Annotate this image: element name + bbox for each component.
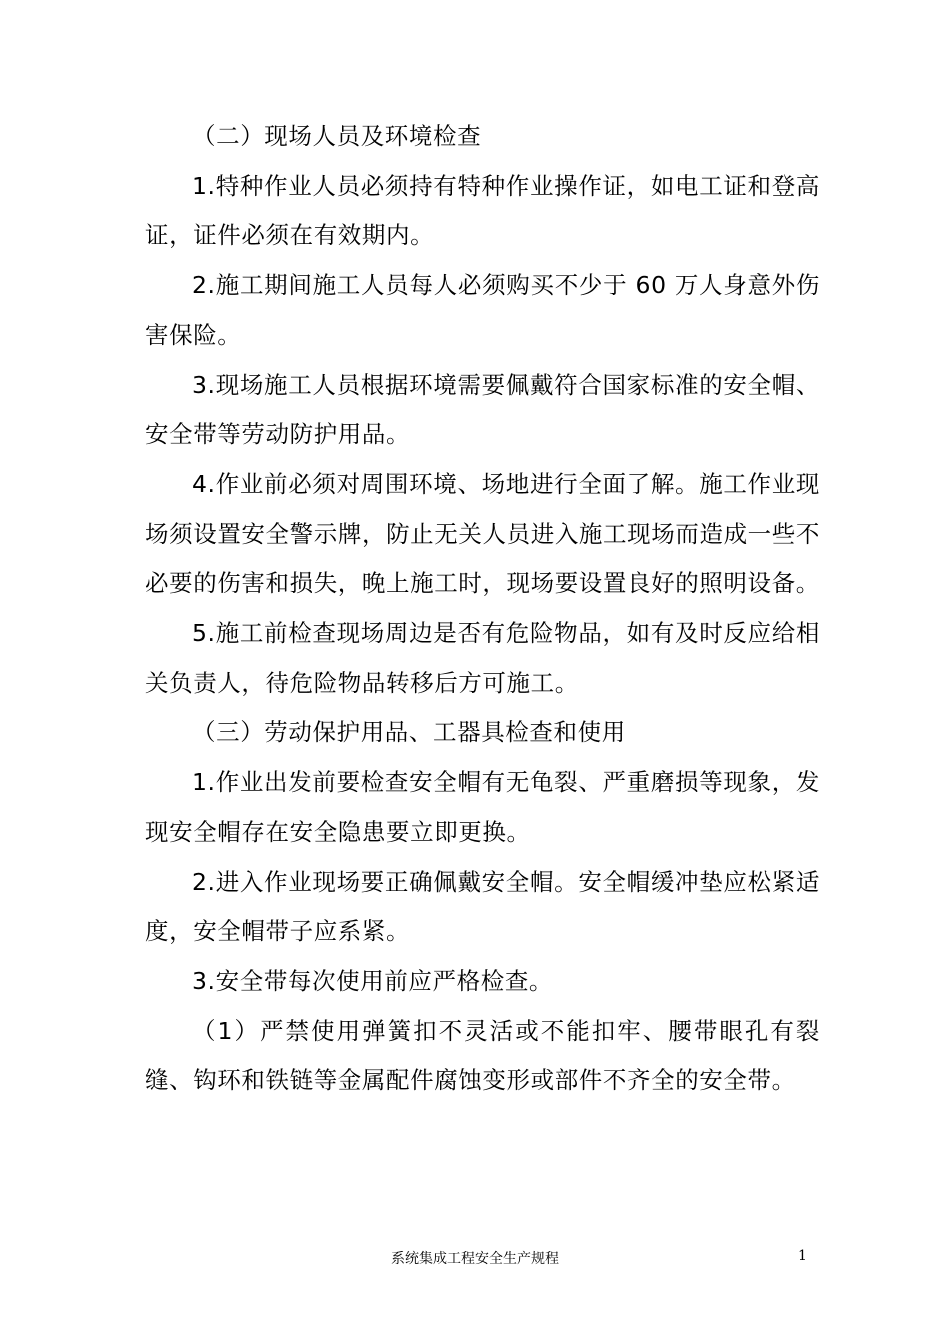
section-heading-3: （三）劳动保护用品、工器具检查和使用 [192,718,626,747]
paragraph-item-3-2: 2.进入作业现场要正确佩戴安全帽。安全帽缓冲垫应松紧适度，安全帽带子应系紧。 [145,867,820,946]
document-body [145,112,820,1106]
section-heading-2: （二）现场人员及环境检查 [192,122,482,150]
paragraph-item-2-5: 5.施工前检查现场周边是否有危险物品，如有及时反应给相关负责人，待危险物品转移后方可施工。 [145,619,820,697]
paragraph-item-2-1: 1.特种作业人员必须持有特种作业操作证，如电工证和登高证，证件必须在有效期内。 [145,171,820,250]
paragraph-item-3-3: 3.安全带每次使用前应严格检查。 [192,966,554,995]
footer-title: 系统集成工程安全生产规程 [391,1251,559,1267]
paragraph-item-3-1: 1.作业出发前要检查安全帽有无龟裂、严重磨损等现象，发现安全帽存在安全隐患要立即更换。 [145,768,820,846]
paragraph-item-2-3: 3.现场施工人员根据环境需要佩戴符合国家标准的安全帽、安全带等劳动防护用品。 [145,370,820,449]
paragraph-subitem-3-3-1: （1）严禁使用弹簧扣不灵活或不能扣牢、腰带眼孔有裂缝、钩环和铁链等金属配件腐蚀变形或部件不齐全的安全带。 [145,1016,820,1095]
page-footer [0,1248,950,1268]
page-number: 1 [798,1248,807,1264]
paragraph-item-2-4: 4.作业前必须对周围环境、场地进行全面了解。施工作业现场须设置安全警示牌，防止无关人员进入施工现场而造成一些不必要的伤害和损失，晚上施工时，现场要设置良好的照明设备。 [145,469,820,598]
paragraph-item-2-2: 2.施工期间施工人员每人必须购买不少于 60 万人身意外伤害保险。 [145,271,820,349]
